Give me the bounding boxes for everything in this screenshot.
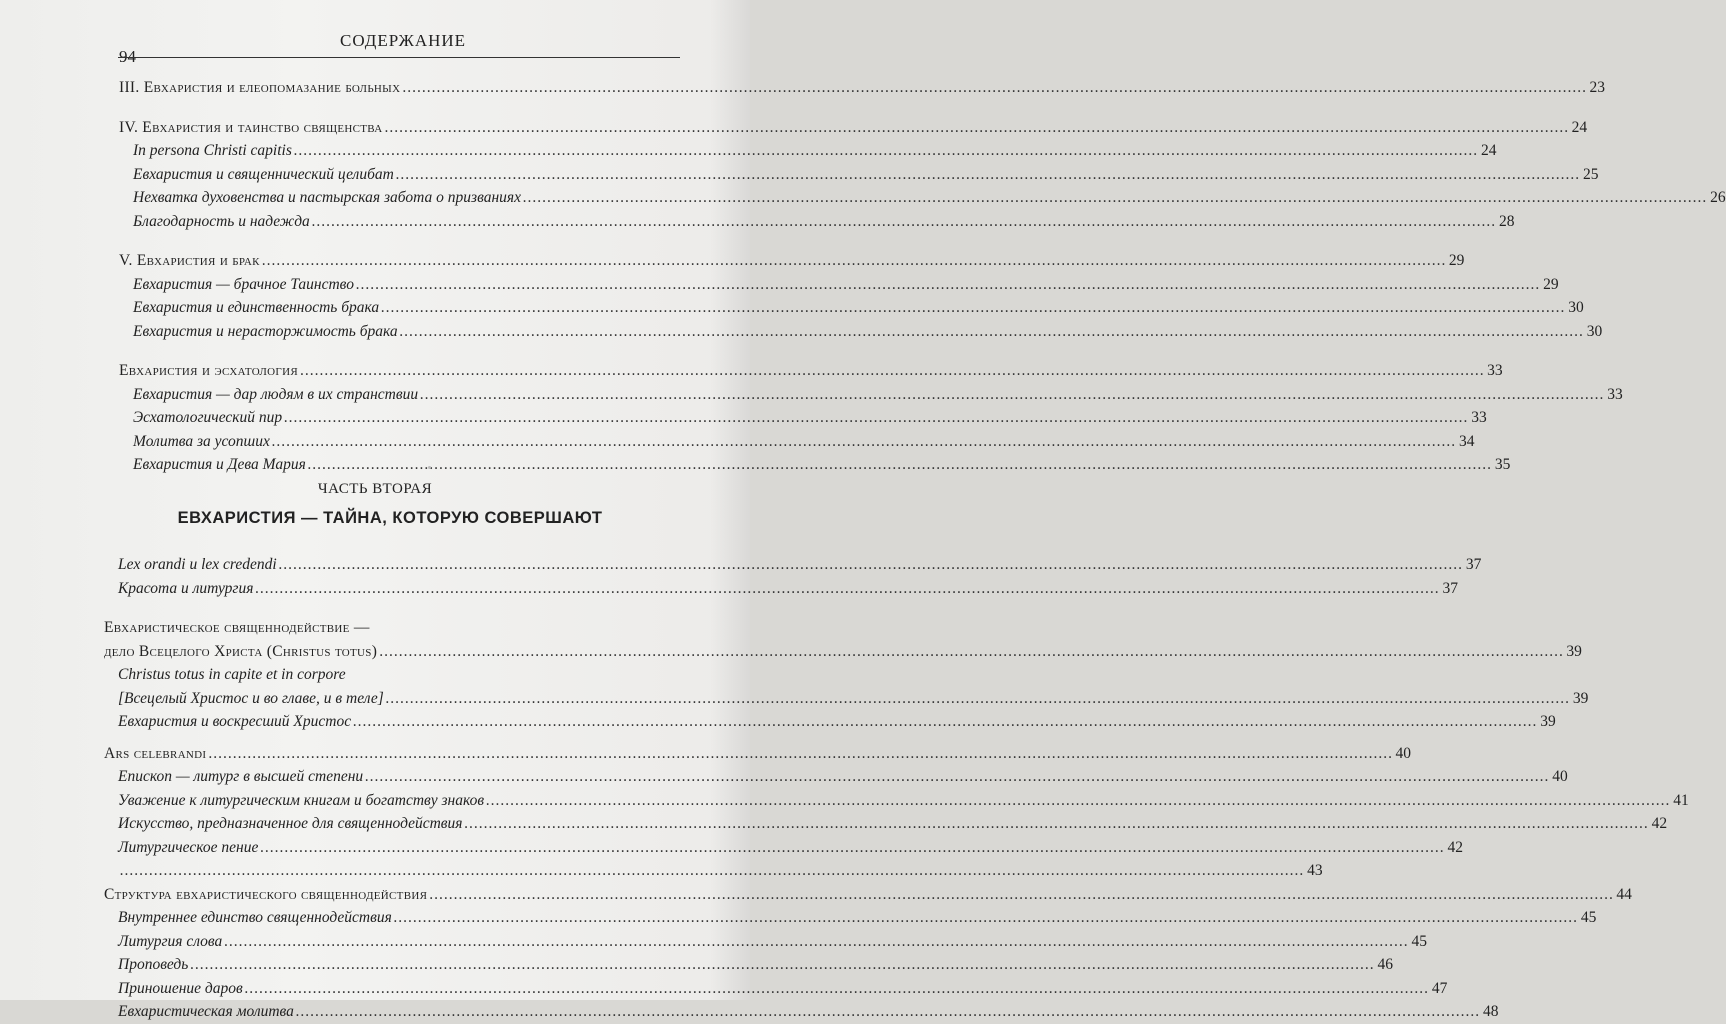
toc-entry-title: Евхаристия — брачное Таинство xyxy=(133,275,354,293)
running-head: СОДЕРЖАНИЕ xyxy=(340,31,467,50)
toc-entry-title: Приношение даров xyxy=(118,979,243,997)
toc-entry[interactable] xyxy=(119,406,1487,430)
toc-entry-page: 33 xyxy=(1487,362,1503,379)
toc-leader-dots xyxy=(296,1000,1481,1023)
toc-entry-title: Lex orandi и lex credendi xyxy=(118,556,277,573)
toc-entry[interactable] xyxy=(119,249,1465,273)
toc-entry-title: Благодарность и надежда xyxy=(133,212,310,230)
toc-entry[interactable] xyxy=(119,430,1475,454)
toc-entry-page: 29 xyxy=(1448,252,1465,269)
toc-leader-dots xyxy=(356,273,1541,296)
toc-leader-dots xyxy=(300,359,1485,382)
toc-leader-dots xyxy=(272,430,1457,453)
toc-entry[interactable] xyxy=(104,977,1448,1001)
toc-entry-page: 43 xyxy=(1307,862,1323,879)
toc-entry-title: Евхаристия и воскресший Христос xyxy=(118,713,352,730)
toc-entry-page: 42 xyxy=(1651,815,1668,832)
toc-entry[interactable] xyxy=(119,453,1511,477)
toc-leader-dots xyxy=(190,953,1375,976)
toc-entry-page: 48 xyxy=(1483,1003,1499,1020)
toc-leader-dots xyxy=(365,765,1550,788)
toc-entry-page: 41 xyxy=(1673,791,1689,809)
part-title: ЕВХАРИСТИЯ — ТАЙНА, КОТОРУЮ СОВЕРШАЮТ xyxy=(177,509,603,527)
toc-gap xyxy=(104,734,664,742)
toc-entry-title: Евхаристия и единственность брака xyxy=(133,299,380,316)
page-shadow xyxy=(710,0,750,1000)
toc-entry[interactable] xyxy=(104,663,664,687)
toc-entry-title: Нехватка духовенства и пастырская забота о призваниях xyxy=(133,189,521,206)
toc-entry-title: IV. Евхаристия и таинство священства xyxy=(119,118,383,136)
toc-entry-page: 33 xyxy=(1471,409,1487,426)
toc-entry[interactable] xyxy=(104,953,1393,977)
toc-entry[interactable] xyxy=(119,163,1599,187)
toc-leader-dots xyxy=(523,186,1708,209)
toc-entry-page: 37 xyxy=(1465,556,1482,573)
toc-leader-dots xyxy=(245,977,1430,1000)
toc-entry-title: Ars celebrandi xyxy=(104,744,207,762)
toc-entry-title: Евхаристическая молитва xyxy=(118,1003,294,1020)
toc-gap xyxy=(104,600,664,616)
toc-entry[interactable] xyxy=(119,320,1603,344)
part-label: ЧАСТЬ ВТОРАЯ xyxy=(317,481,433,497)
toc-entry[interactable] xyxy=(104,789,1689,813)
toc-leader-dots xyxy=(379,640,1564,663)
toc-entry-page: 23 xyxy=(1589,79,1605,96)
toc-leader-dots xyxy=(381,296,1566,319)
toc-entry-title: Проповедь xyxy=(118,956,189,973)
toc-entry[interactable] xyxy=(104,836,1463,860)
toc-leader-dots xyxy=(260,836,1445,859)
toc-leader-dots xyxy=(224,930,1409,953)
page-number: 94 xyxy=(119,47,136,66)
toc-entry-title: Евхаристия и священнический целибат xyxy=(133,165,394,183)
toc-entry-page: 44 xyxy=(1616,885,1632,903)
toc-entry-page: 40 xyxy=(1552,768,1568,785)
toc-entry-page: 39 xyxy=(1572,689,1589,707)
toc-leader-dots xyxy=(208,742,1393,765)
toc-entry-title: Евхаристическое священнодействие — xyxy=(104,619,370,636)
toc-entry-title: Литургическое пение xyxy=(118,838,259,856)
toc-entry-page: 40 xyxy=(1395,744,1412,762)
toc-entry-page: 28 xyxy=(1498,212,1515,230)
toc-entry-page: 45 xyxy=(1580,909,1597,926)
toc-entry[interactable] xyxy=(104,577,1459,601)
toc-entry[interactable] xyxy=(104,687,1589,711)
toc-entry[interactable] xyxy=(104,906,1597,930)
toc-entry-page: 42 xyxy=(1447,838,1463,856)
toc-leader-dots xyxy=(284,406,1469,429)
toc-gap xyxy=(119,343,669,359)
toc-leader-dots xyxy=(385,116,1570,139)
toc-entry-page: 46 xyxy=(1377,956,1393,973)
toc-entry-page: 45 xyxy=(1411,932,1427,950)
toc-entry[interactable] xyxy=(104,710,1556,734)
toc-entry-page: 39 xyxy=(1540,713,1556,730)
toc-entry[interactable] xyxy=(119,139,1497,163)
toc-leader-dots xyxy=(396,163,1581,186)
toc-entry-page: 33 xyxy=(1607,385,1623,403)
toc-entry-page: 34 xyxy=(1459,432,1475,450)
toc-entry-title: Епископ — литург в высшей степени xyxy=(118,768,364,785)
toc-entry-title: V. Евхаристия и брак xyxy=(119,252,260,269)
toc-entry-title: Эсхатологический пир xyxy=(133,409,283,426)
toc-leader-dots xyxy=(255,577,1440,600)
toc-entry-title: III. Евхаристия и елеопомазание больных xyxy=(119,79,401,96)
toc-entry[interactable] xyxy=(104,742,1412,766)
toc-entry-page: 30 xyxy=(1586,322,1603,340)
toc-leader-dots xyxy=(400,320,1585,343)
toc-part-two xyxy=(104,553,1689,1024)
toc-entry-page: 47 xyxy=(1431,979,1448,997)
paper-mark xyxy=(428,466,431,469)
toc-entry-title: Уважение к литургическим книгам и богатству знаков xyxy=(118,791,485,809)
toc-leader-dots xyxy=(262,249,1447,272)
toc-leader-dots xyxy=(353,710,1538,733)
toc-entry[interactable] xyxy=(104,930,1427,954)
toc-entry-title: Евхаристия — дар людям в их странствии xyxy=(133,385,419,403)
toc-leader-dots xyxy=(402,76,1587,99)
toc-entry[interactable] xyxy=(104,553,1482,577)
toc-leader-dots xyxy=(279,553,1464,576)
toc-entry[interactable] xyxy=(119,383,1623,407)
toc-leader-dots xyxy=(312,210,1497,233)
toc-entry-title: дело Всецелого Христа (Christus totus) xyxy=(104,642,378,660)
toc-leader-dots xyxy=(308,453,1493,476)
toc-entry-page: 25 xyxy=(1582,165,1599,183)
toc-leader-dots xyxy=(429,883,1614,906)
toc-part-one xyxy=(119,76,1726,477)
toc-entry-title: Christus totus in capite et in corpore xyxy=(118,666,346,683)
toc-entry[interactable] xyxy=(119,273,1559,297)
toc-leader-dots xyxy=(386,687,1571,710)
toc-entry[interactable] xyxy=(119,76,1605,100)
toc-entry-title: Искусство, предназначенное для священнодействия xyxy=(118,815,463,832)
toc-entry[interactable] xyxy=(119,116,1588,140)
toc-entry-title: In persona Christi capitis xyxy=(133,142,292,159)
toc-entry[interactable] xyxy=(104,859,1323,883)
toc-entry[interactable] xyxy=(104,883,1632,907)
toc-entry-page: 29 xyxy=(1543,275,1559,293)
toc-leader-dots xyxy=(294,139,1479,162)
toc-entry-title: Молитва за усопших xyxy=(133,432,270,450)
header-rule xyxy=(118,57,680,58)
toc-entry-page: 30 xyxy=(1568,299,1584,316)
toc-entry-title: Красота и литургия xyxy=(118,579,254,597)
toc-entry-page: 26 xyxy=(1710,189,1726,206)
toc-entry[interactable] xyxy=(104,812,1668,836)
toc-entry-page: 39 xyxy=(1566,642,1582,660)
toc-entry-page: 35 xyxy=(1494,456,1511,473)
toc-leader-dots xyxy=(486,789,1671,812)
toc-entry-title: Евхаристия и нерасторжимость брака xyxy=(133,322,398,340)
toc-entry-page: 37 xyxy=(1442,579,1459,597)
toc-entry-title: [Всецелый Христос и во главе, и в теле] xyxy=(118,689,384,707)
toc-leader-dots xyxy=(420,383,1605,406)
toc-leader-dots xyxy=(394,906,1579,929)
toc-entry[interactable] xyxy=(119,359,1503,383)
toc-entry-title: Литургия слова xyxy=(118,932,223,950)
toc-entry[interactable] xyxy=(119,210,1515,234)
toc-entry[interactable] xyxy=(119,296,1584,320)
toc-entry[interactable] xyxy=(119,186,1726,210)
toc-leader-dots xyxy=(465,812,1650,835)
toc-entry[interactable] xyxy=(104,616,664,640)
toc-entry[interactable] xyxy=(104,765,1568,789)
toc-gap xyxy=(119,233,669,249)
toc-entry-title: Структура евхаристического священнодействия xyxy=(104,885,428,903)
toc-entry-page: 24 xyxy=(1481,142,1497,159)
toc-gap xyxy=(119,100,669,116)
toc-entry-page: 24 xyxy=(1571,118,1588,136)
toc-entry[interactable] xyxy=(104,640,1582,664)
toc-entry-title: Евхаристия и эсхатология xyxy=(119,362,298,379)
toc-entry-title: Внутреннее единство священнодействия xyxy=(118,909,392,926)
toc-entry[interactable] xyxy=(104,1000,1499,1024)
toc-entry-title: Евхаристия и Дева Мария xyxy=(133,456,306,473)
